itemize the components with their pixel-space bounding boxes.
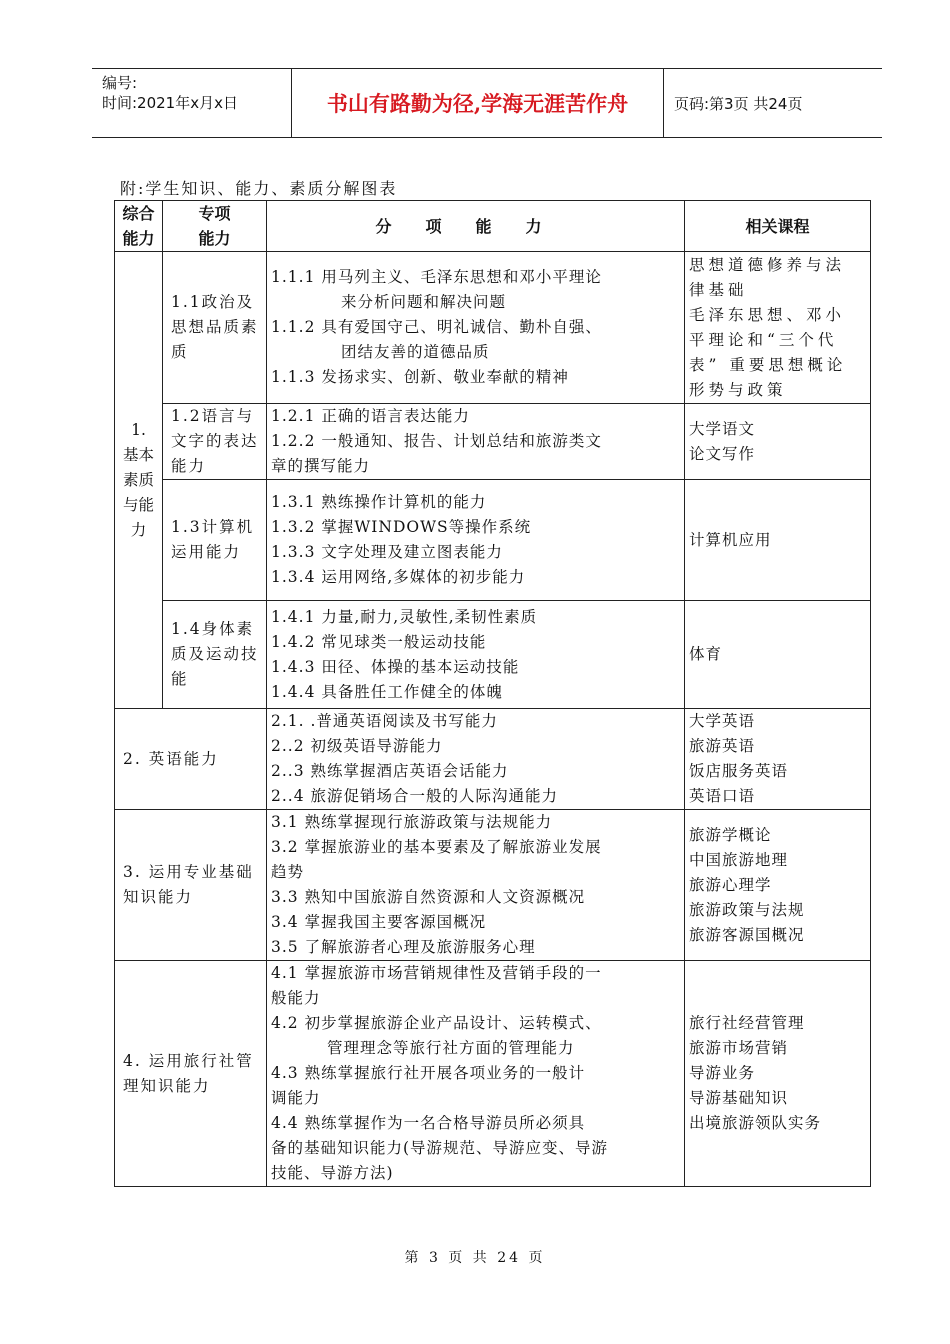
ability-table [114,200,871,1187]
table-row [115,252,871,404]
page-footer: 第 3 页 共 24 页 [404,1250,546,1266]
related-courses: 思想道德修养与法 律基础 毛泽东思想、邓小 平理论和“三个代 表” 重要思想概论 形势与政策 [685,252,871,404]
sub-ability-name: 1.2语言与文字的表达能力 [163,404,267,480]
related-courses: 体育 [685,601,871,709]
sub-ability-items: 2.1. .普通英语阅读及书写能力 2..2 初级英语导游能力 2..3 熟练掌握酒店英语会话能力 2..4 旅游促销场合一般的人际沟通能力 [267,709,685,810]
header-motto: 书山有路勤为径,学海无涯苦作舟 [292,69,664,137]
sub-ability-items: 1.4.1 力量,耐力,灵敏性,柔韧性素质 1.4.2 常见球类一般运动技能 1.4.3 田径、体操的基本运动技能 1.4.4 具备胜任工作健全的体魄 [267,601,685,709]
header-meta [92,69,292,137]
related-courses: 大学语文 论文写作 [685,404,871,480]
table-caption: 附:学生知识、能力、素质分解图表 [120,179,398,198]
table-row [115,961,871,1187]
category-2: 2. 英语能力 [115,709,267,810]
related-courses: 旅游学概论 中国旅游地理 旅游心理学 旅游政策与法规 旅游客源国概况 [685,810,871,961]
number-label: 编号: [102,74,138,92]
time-label: 时间:2021年x月x日 [102,94,238,112]
page-header [92,68,882,138]
sub-ability-name: 1.1政治及思想品质素质 [163,252,267,404]
table-row [115,810,871,961]
sub-ability-items: 1.1.1 用马列主义、毛泽东思想和邓小平理论 来分析问题和解决问题 1.1.2 具有爱国守己、明礼诚信、勤朴自强、 团结友善的道德品质 1.1.3 发扬求实、创新、敬业奉献的精神 [267,252,685,404]
related-courses: 旅行社经营管理 旅游市场营销 导游业务 导游基础知识 出境旅游领队实务 [685,961,871,1187]
sub-ability-items: 3.1 熟练掌握现行旅游政策与法规能力 3.2 掌握旅游业的基本要素及了解旅游业发展 趋势 3.3 熟知中国旅游自然资源和人文资源概况 3.4 掌握我国主要客源国概况 3.5 了解旅游者心理及旅游服务心理 [267,810,685,961]
sub-ability-name: 1.4身体素质及运动技能 [163,601,267,709]
table-row [115,709,871,810]
table-row [115,601,871,709]
table-row [115,404,871,480]
related-courses: 大学英语 旅游英语 饭店服务英语 英语口语 [685,709,871,810]
header-special: 专项 能力 [163,201,267,252]
sub-ability-items: 1.3.1 熟练操作计算机的能力 1.3.2 掌握WINDOWS等操作系统 1.3.3 文字处理及建立图表能力 1.3.4 运用网络,多媒体的初步能力 [267,480,685,601]
header-sub-ability: 分项能力 [267,201,685,252]
page-number-label: 页码:第3页 共24页 [674,94,803,113]
header-composite: 综合 能力 [115,201,163,252]
table-header-row [115,201,871,252]
category-4: 4. 运用旅行社管理知识能力 [115,961,267,1187]
table-row [115,480,871,601]
category-1: 1. 基本 素质 与能 力 [115,252,163,709]
sub-ability-items: 4.1 掌握旅游市场营销规律性及营销手段的一 般能力 4.2 初步掌握旅游企业产品设计、运转模式、 管理理念等旅行社方面的管理能力 4.3 熟练掌握旅行社开展各项业务的一般计 调能力 4.4 熟练掌握作为一名合格导游员所必须具 备的基础知识能力(导游规范、导游应变、导游 技能、导游方法) [267,961,685,1187]
category-3: 3. 运用专业基础知识能力 [115,810,267,961]
header-courses: 相关课程 [685,201,871,252]
related-courses: 计算机应用 [685,480,871,601]
sub-ability-name: 1.3计算机运用能力 [163,480,267,601]
sub-ability-items: 1.2.1 正确的语言表达能力 1.2.2 一般通知、报告、计划总结和旅游类文 章的撰写能力 [267,404,685,480]
